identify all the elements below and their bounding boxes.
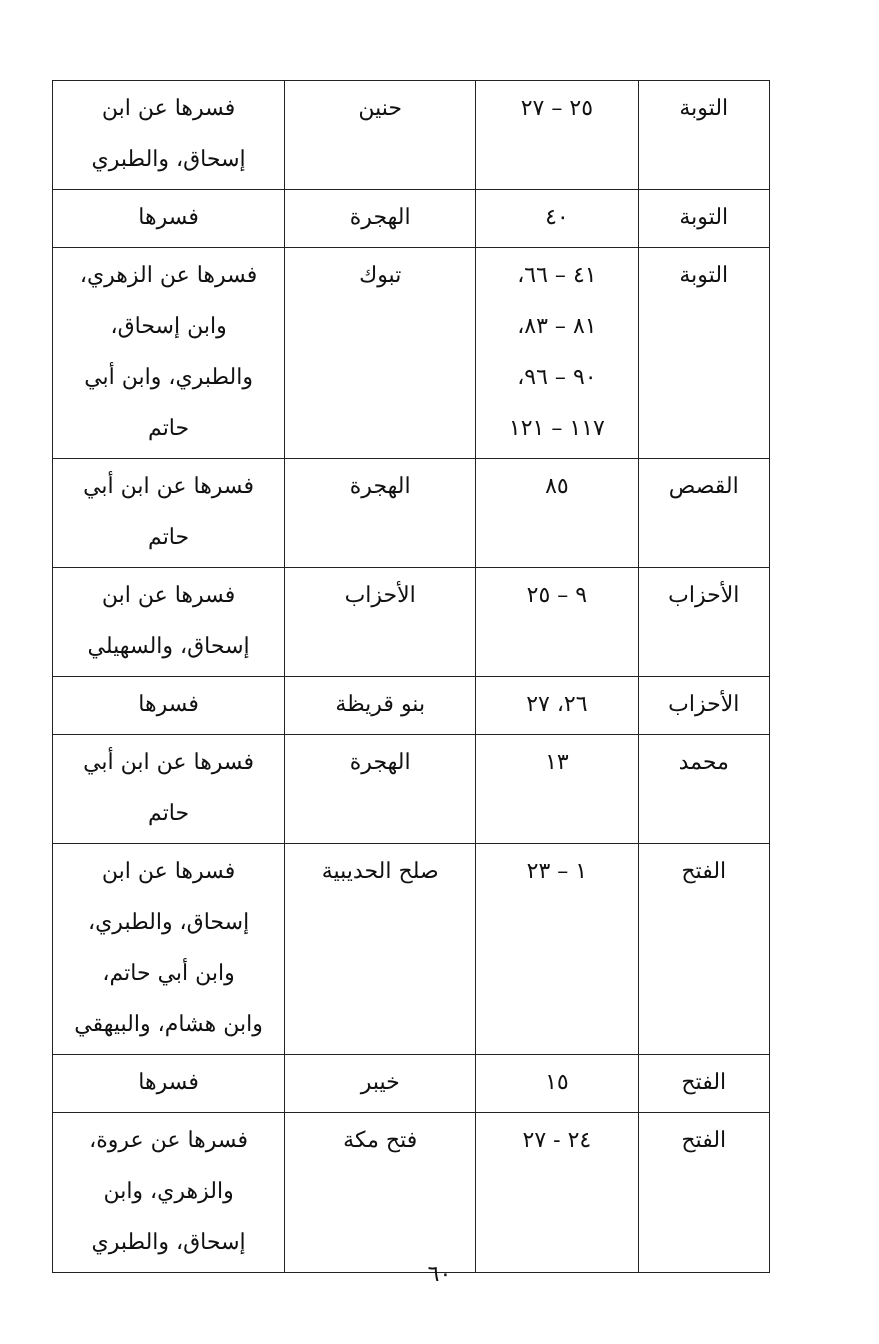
table-row	[53, 1055, 770, 1113]
notes-line: إسحاق، والطبري،	[87, 910, 250, 935]
event-cell: الهجرة	[285, 735, 476, 844]
notes-cell	[53, 735, 285, 844]
notes-line: فسرها عن عروة،	[89, 1128, 249, 1153]
notes-line: وابن هشام، والبيهقي	[74, 1012, 263, 1037]
verses-cell	[476, 459, 638, 568]
verses-line: ٢٤ - ٢٧	[522, 1128, 592, 1153]
notes-line: والطبري، وابن أبي	[84, 365, 253, 390]
table-row	[53, 568, 770, 677]
surah-cell: القصص	[638, 459, 769, 568]
notes-cell	[53, 190, 285, 248]
notes-cell	[53, 459, 285, 568]
verses-cell	[476, 568, 638, 677]
event-cell: تبوك	[285, 248, 476, 459]
verses-cell	[476, 1113, 638, 1273]
surah-cell: الأحزاب	[638, 568, 769, 677]
notes-cell	[53, 248, 285, 459]
event-cell: الأحزاب	[285, 568, 476, 677]
verses-line: ٢٦، ٢٧	[526, 692, 588, 717]
surah-cell: الفتح	[638, 844, 769, 1055]
notes-line: فسرها عن ابن أبي	[83, 750, 255, 775]
events-table	[52, 80, 770, 1273]
verses-cell	[476, 248, 638, 459]
table-row	[53, 459, 770, 568]
notes-line: إسحاق، والطبري	[91, 1230, 246, 1255]
event-cell: الهجرة	[285, 459, 476, 568]
table-row	[53, 190, 770, 248]
notes-line: حاتم	[148, 525, 190, 550]
verses-line: ٤٠	[545, 205, 569, 230]
notes-line: فسرها عن الزهري،	[79, 263, 258, 288]
notes-line: وابن أبي حاتم،	[102, 961, 235, 986]
event-cell: الهجرة	[285, 190, 476, 248]
notes-cell	[53, 1055, 285, 1113]
notes-cell	[53, 677, 285, 735]
surah-cell: الأحزاب	[638, 677, 769, 735]
surah-cell: محمد	[638, 735, 769, 844]
event-cell: صلح الحديبية	[285, 844, 476, 1055]
surah-cell: الفتح	[638, 1113, 769, 1273]
surah-cell: التوبة	[638, 190, 769, 248]
surah-cell: الفتح	[638, 1055, 769, 1113]
notes-cell	[53, 568, 285, 677]
table-row	[53, 735, 770, 844]
event-cell: بنو قريظة	[285, 677, 476, 735]
verses-line: ٩٠ – ٩٦،	[517, 365, 597, 390]
verses-line: ٨١ – ٨٣،	[517, 314, 597, 339]
table-row	[53, 677, 770, 735]
verses-line: ٢٥ – ٢٧	[520, 96, 594, 121]
verses-line: ٤١ – ٦٦،	[517, 263, 597, 288]
event-cell: حنين	[285, 81, 476, 190]
verses-line: ١٥	[545, 1070, 569, 1095]
event-cell: فتح مكة	[285, 1113, 476, 1273]
page-number: ٦٠	[427, 1262, 452, 1287]
notes-line: فسرها	[138, 692, 199, 717]
notes-line: إسحاق، والسهيلي	[87, 634, 250, 659]
verses-cell	[476, 1055, 638, 1113]
verses-line: ١٣	[545, 750, 569, 775]
notes-cell	[53, 81, 285, 190]
verses-cell	[476, 735, 638, 844]
notes-line: فسرها	[138, 1070, 199, 1095]
notes-line: فسرها عن ابن	[101, 96, 236, 121]
notes-line: فسرها عن ابن أبي	[83, 474, 255, 499]
table-row	[53, 81, 770, 190]
notes-cell	[53, 1113, 285, 1273]
verses-line: ٩ – ٢٥	[526, 583, 588, 608]
notes-line: والزهري، وابن	[103, 1179, 234, 1204]
verses-line: ٨٥	[545, 474, 569, 499]
notes-line: إسحاق، والطبري	[91, 147, 246, 172]
notes-line: وابن إسحاق،	[110, 314, 227, 339]
table-body	[53, 81, 770, 1273]
notes-line: حاتم	[148, 416, 190, 441]
event-cell: خيبر	[285, 1055, 476, 1113]
notes-cell	[53, 844, 285, 1055]
table-row	[53, 844, 770, 1055]
verses-cell	[476, 190, 638, 248]
verses-cell	[476, 677, 638, 735]
notes-line: حاتم	[148, 801, 190, 826]
table-row	[53, 248, 770, 459]
verses-line: ١١٧ – ١٢١	[508, 416, 605, 441]
surah-cell: التوبة	[638, 81, 769, 190]
surah-cell: التوبة	[638, 248, 769, 459]
verses-cell	[476, 81, 638, 190]
notes-line: فسرها عن ابن	[101, 859, 236, 884]
verses-cell	[476, 844, 638, 1055]
notes-line: فسرها عن ابن	[101, 583, 236, 608]
table-row	[53, 1113, 770, 1273]
verses-line: ١ – ٢٣	[526, 859, 588, 884]
notes-line: فسرها	[138, 205, 199, 230]
